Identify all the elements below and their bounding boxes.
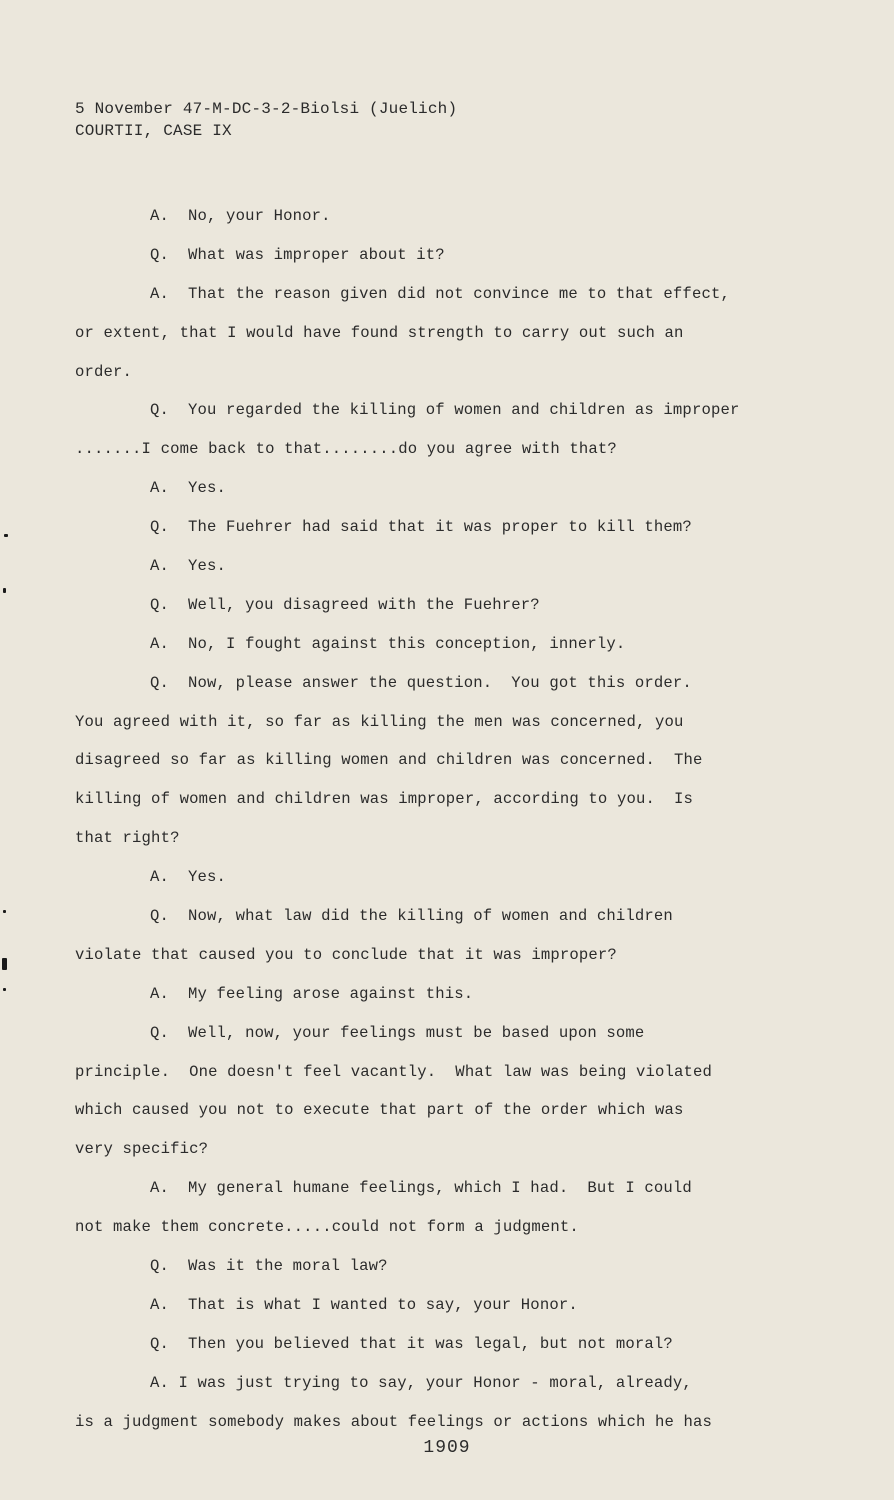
margin-mark [3,910,6,913]
transcript-line: killing of women and children was improper, according to you. Is [75,790,694,809]
transcript-line: Q. What was improper about it? [150,245,445,264]
margin-mark [3,588,6,593]
transcript-line: A. That the reason given did not convince me to that effect, [150,284,730,303]
transcript-line: order. [75,362,133,381]
transcript-line: Q. The Fuehrer had said that it was proper to kill them? [150,518,692,537]
transcript-line: that right? [75,829,180,848]
transcript-line: not make them concrete.....could not form a judgment. [75,1218,579,1237]
transcript-line: is a judgment somebody makes about feelings or actions which he has [75,1412,713,1431]
margin-mark [4,534,8,537]
transcript-line: Q. Was it the moral law? [150,1257,388,1276]
transcript-line: which caused you not to execute that part of the order which was [75,1101,684,1120]
transcript-line: A. My feeling arose against this. [150,984,474,1003]
page-number: 1909 [423,1438,471,1458]
header-court-line: COURTII, CASE IX [75,122,232,140]
transcript-line: .......I come back to that........do you agree with that? [75,440,617,459]
transcript-line: A. Yes. [150,868,227,887]
transcript-line: disagreed so far as killing women and children was concerned. The [75,751,703,770]
transcript-line: A. That is what I wanted to say, your Honor. [150,1295,578,1314]
transcript-line: very specific? [75,1140,209,1159]
transcript-line: A. My general humane feelings, which I had. But I could [150,1179,692,1198]
document-header [75,98,457,142]
transcript-line: A. Yes. [150,479,227,498]
transcript-line: principle. One doesn't feel vacantly. What law was being violated [75,1062,713,1081]
header-date-line: 5 November 47-M-DC-3-2-Biolsi (Juelich) [75,100,458,118]
transcript-line: A. Yes. [150,557,227,576]
transcript-line: A. No, I fought against this conception, innerly. [150,634,626,653]
transcript-line: violate that caused you to conclude that it was improper? [75,945,617,964]
margin-mark [3,988,6,991]
transcript-body [75,202,775,1447]
transcript-line: Q. Now, what law did the killing of women and children [150,907,673,926]
transcript-line: You agreed with it, so far as killing the men was concerned, you [75,712,684,731]
transcript-line: Q. Now, please answer the question. You got this order. [150,673,692,692]
transcript-line: A. I was just trying to say, your Honor - moral, already, [150,1373,692,1392]
transcript-line: Q. You regarded the killing of women and children as improper [150,401,740,420]
transcript-line: Q. Well, you disagreed with the Fuehrer? [150,595,540,614]
transcript-line: A. No, your Honor. [150,207,331,225]
margin-mark [2,958,7,970]
transcript-line: Q. Well, now, your feelings must be based upon some [150,1023,645,1042]
transcript-line: or extent, that I would have found strength to carry out such an [75,323,684,342]
transcript-line: Q. Then you believed that it was legal, but not moral? [150,1334,673,1353]
